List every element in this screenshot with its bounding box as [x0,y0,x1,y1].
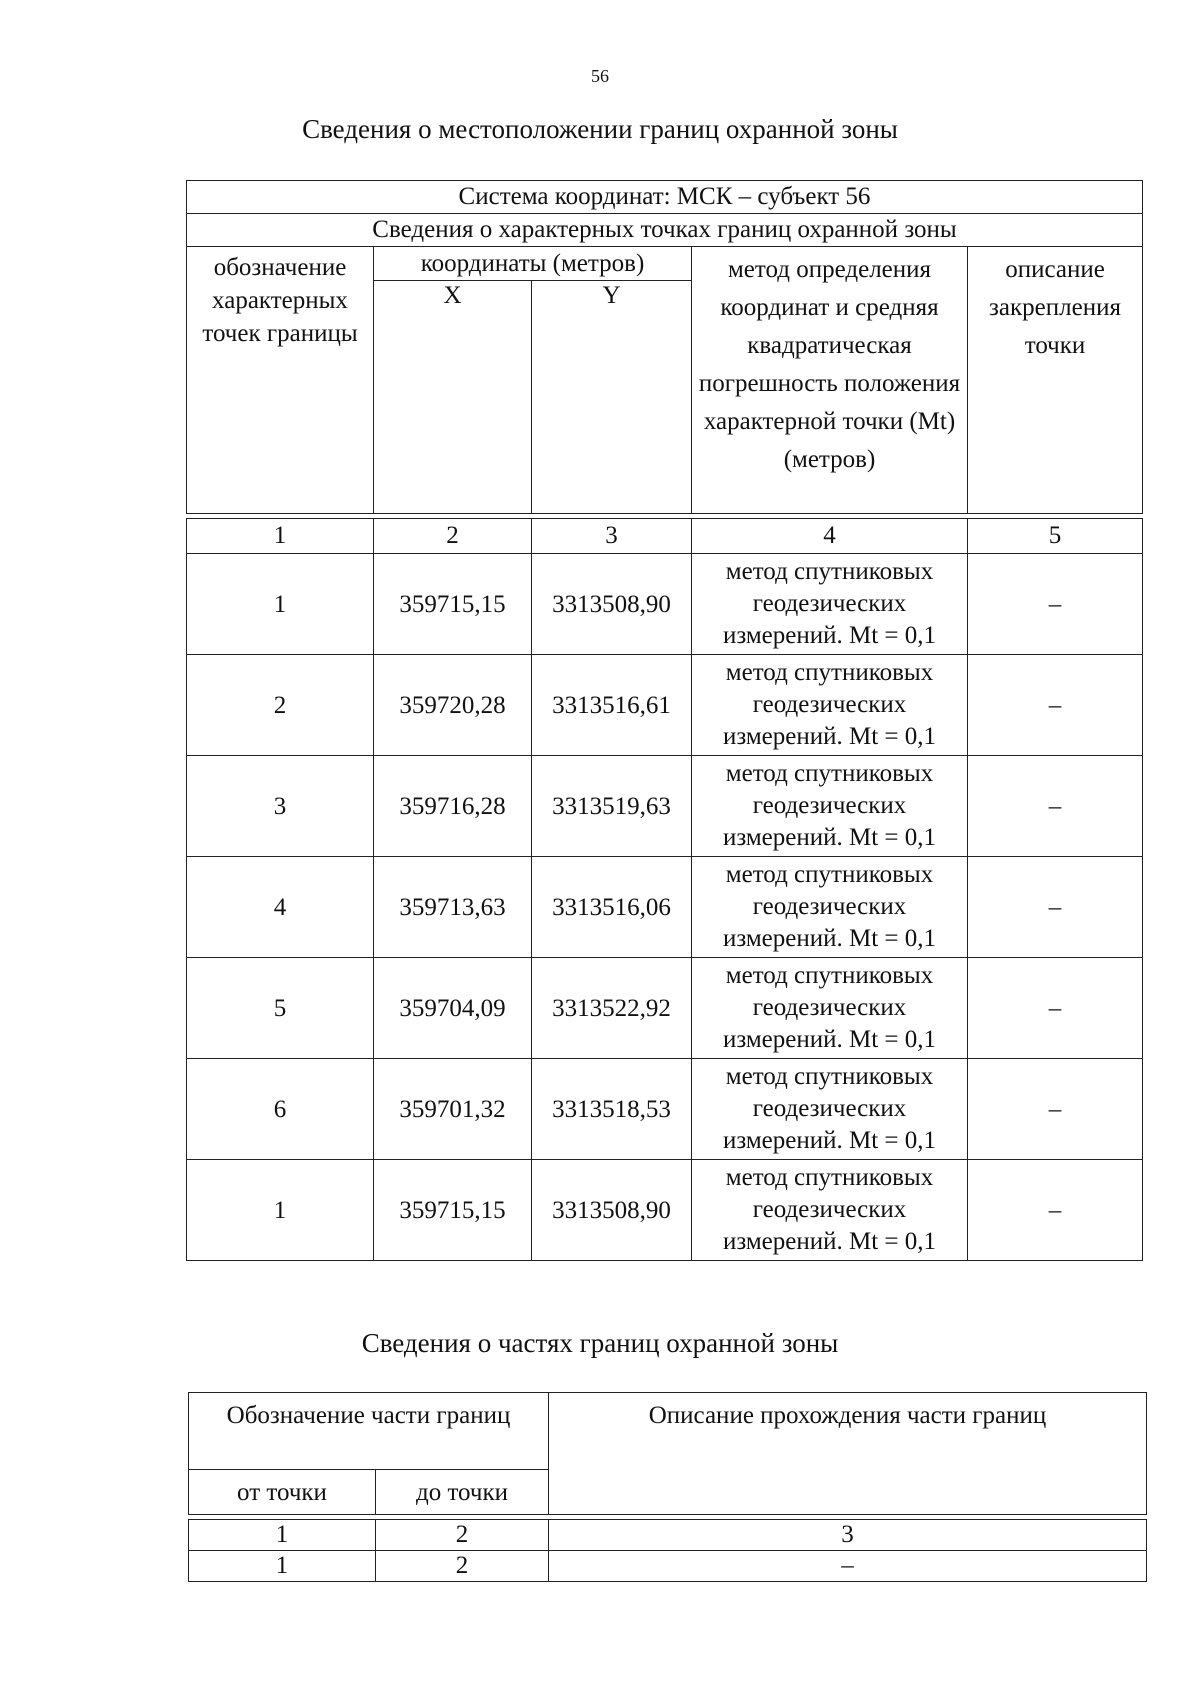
from-point: 1 [189,1551,376,1582]
fixing-description: – [968,958,1143,1059]
to-point: 2 [376,1551,549,1582]
table-row [189,1551,1147,1582]
method-text: метод спутниковых геодезических измерений. Mt = 0,1 [692,958,968,1059]
page-number: 56 [591,66,609,86]
point-number: 5 [187,958,374,1059]
coord-x: 359704,09 [374,958,532,1059]
column-number: 2 [374,519,532,554]
header-y: Y [532,281,692,514]
table-subtitle: Сведения о характерных точках границ охранной зоны [187,214,1143,247]
coord-x: 359715,15 [374,554,532,655]
coord-y: 3313508,90 [532,1160,692,1261]
table-row [187,554,1143,655]
column-number: 2 [376,1520,549,1551]
point-number: 4 [187,857,374,958]
coord-x: 359715,15 [374,1160,532,1261]
header-method: метод определения координат и средняя квадратическая погрешность положения характерной точки (Mt) (метров) [692,247,968,514]
coord-x: 359716,28 [374,756,532,857]
header-from-point: от точки [189,1470,376,1515]
table-row [187,655,1143,756]
point-number: 1 [187,1160,374,1261]
column-number: 3 [549,1520,1147,1551]
coord-y: 3313518,53 [532,1059,692,1160]
method-text: метод спутниковых геодезических измерений. Mt = 0,1 [692,554,968,655]
table-row [187,1059,1143,1160]
point-number: 2 [187,655,374,756]
fixing-description: – [968,655,1143,756]
table-row [187,756,1143,857]
header-part-description: Описание прохождения части границ [549,1393,1147,1515]
boundary-points-table [186,180,1143,1261]
method-text: метод спутниковых геодезических измерений. Mt = 0,1 [692,655,968,756]
fixing-description: – [968,1160,1143,1261]
coord-x: 359713,63 [374,857,532,958]
parts-section-title: Сведения о частях границ охранной зоны [361,1328,839,1358]
column-number: 3 [532,519,692,554]
coord-x: 359701,32 [374,1059,532,1160]
part-description: – [549,1551,1147,1582]
header-coordinates: координаты (метров) [374,247,692,281]
fixing-description: – [968,756,1143,857]
page-title: Сведения о местоположении границ охранной зоны [302,114,898,144]
method-text: метод спутниковых геодезических измерений. Mt = 0,1 [692,756,968,857]
header-to-point: до точки [376,1470,549,1515]
coord-y: 3313508,90 [532,554,692,655]
table-row [187,1160,1143,1261]
column-number: 4 [692,519,968,554]
table-row [187,857,1143,958]
boundary-parts-table [188,1392,1147,1582]
point-number: 3 [187,756,374,857]
method-text: метод спутниковых геодезических измерений. Mt = 0,1 [692,1059,968,1160]
method-text: метод спутниковых геодезических измерений. Mt = 0,1 [692,857,968,958]
point-number: 6 [187,1059,374,1160]
column-number: 1 [189,1520,376,1551]
coord-x: 359720,28 [374,655,532,756]
table-row [187,958,1143,1059]
fixing-description: – [968,1059,1143,1160]
header-designation: обозначение характерных точек границы [187,247,374,514]
header-x: X [374,281,532,514]
coord-y: 3313522,92 [532,958,692,1059]
header-part-designation: Обозначение части границ [189,1393,549,1470]
coord-y: 3313516,06 [532,857,692,958]
point-number: 1 [187,554,374,655]
method-text: метод спутниковых геодезических измерений. Mt = 0,1 [692,1160,968,1261]
coord-system-label: Система координат: МСК – субъект 56 [187,181,1143,214]
fixing-description: – [968,554,1143,655]
coord-y: 3313516,61 [532,655,692,756]
coord-y: 3313519,63 [532,756,692,857]
fixing-description: – [968,857,1143,958]
column-number: 1 [187,519,374,554]
header-description: описание закрепления точки [968,247,1143,514]
column-number: 5 [968,519,1143,554]
